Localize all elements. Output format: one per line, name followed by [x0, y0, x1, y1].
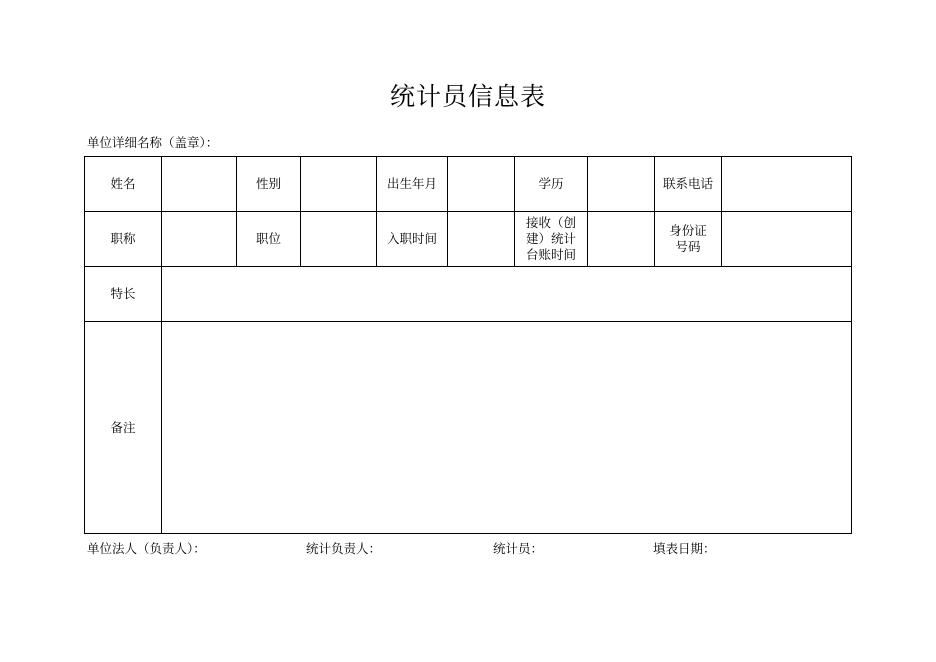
fill-date-label: 填表日期： — [653, 541, 716, 556]
education-field[interactable] — [588, 157, 655, 212]
birth-field[interactable] — [448, 157, 515, 212]
remarks-field[interactable] — [162, 322, 852, 534]
name-field[interactable] — [162, 157, 237, 212]
hire-date-field[interactable] — [448, 212, 515, 267]
ledger-time-label-line2: 建）统计 — [525, 231, 576, 246]
statistician-info-table — [84, 156, 852, 534]
specialty-field[interactable] — [162, 267, 852, 322]
gender-label: 性别 — [237, 157, 301, 212]
id-number-label-line2: 号码 — [675, 239, 701, 254]
id-cell — [655, 212, 852, 267]
position-field[interactable] — [301, 212, 377, 267]
table-row — [85, 157, 852, 212]
legal-rep-label: 单位法人（负责人）： — [87, 541, 206, 556]
id-number-label — [655, 212, 722, 266]
title-label: 职称 — [85, 212, 162, 267]
education-label: 学历 — [515, 157, 588, 212]
ledger-time-label-line3: 台账时间 — [525, 247, 576, 262]
remarks-label: 备注 — [85, 322, 162, 534]
name-label: 姓名 — [85, 157, 162, 212]
position-label: 职位 — [237, 212, 301, 267]
gender-field[interactable] — [301, 157, 377, 212]
unit-name-label: 单位详细名称（盖章）： — [87, 135, 219, 150]
title-field[interactable] — [162, 212, 237, 267]
ledger-time-field[interactable] — [588, 212, 655, 267]
phone-label: 联系电话 — [655, 157, 722, 211]
ledger-time-label — [515, 212, 588, 267]
id-number-label-line1: 身份证 — [669, 223, 707, 238]
table-row — [85, 267, 852, 322]
stat-head-label: 统计负责人： — [306, 541, 382, 556]
table-row — [85, 212, 852, 267]
phone-field[interactable] — [722, 157, 851, 211]
specialty-label: 特长 — [85, 267, 162, 322]
table-row — [85, 322, 852, 534]
hire-date-label: 入职时间 — [377, 212, 448, 267]
form-title: 统计员信息表 — [389, 82, 546, 111]
ledger-time-label-line1: 接收（创 — [525, 215, 576, 230]
birth-label: 出生年月 — [377, 157, 448, 212]
phone-cell — [655, 157, 852, 212]
statistician-label: 统计员： — [493, 541, 544, 556]
id-number-field[interactable] — [722, 212, 851, 266]
